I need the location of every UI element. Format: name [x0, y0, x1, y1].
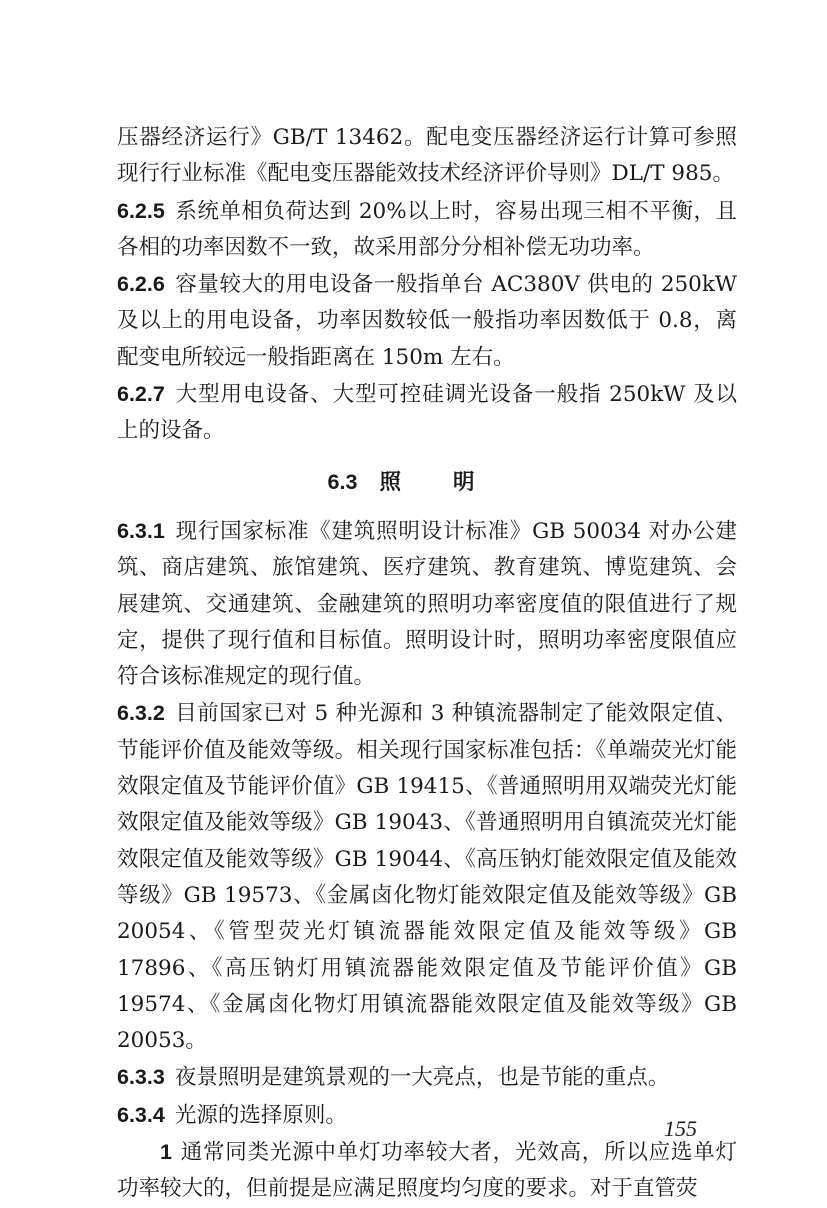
item-number: 1	[160, 1140, 172, 1165]
clause-number: 6.2.5	[117, 198, 165, 223]
paragraph-text: 容量较大的用电设备一般指单台 AC380V 供电的 250kW及以上的用电设备，功率因数较低一般指功率因数低于 0.8，离配变电所较远一般指距离在 150m 左右。	[117, 272, 737, 370]
clause-number: 6.2.6	[117, 272, 165, 297]
paragraph-6-3-2	[117, 695, 737, 1059]
paragraph-6-3-1	[117, 513, 737, 695]
section-title: 照明	[379, 469, 527, 495]
clause-number: 6.3.4	[117, 1102, 165, 1127]
paragraph-6-3-4	[117, 1097, 737, 1134]
paragraph-text: 压器经济运行》GB/T 13462。配电变压器经济运行计算可参照现行行业标准《配电变压器能效技术经济评价导则》DL/T 985。	[117, 125, 737, 187]
paragraph-text: 光源的选择原则。	[174, 1102, 347, 1128]
paragraph-text: 夜景照明是建筑景观的一大亮点，也是节能的重点。	[174, 1065, 670, 1091]
paragraph-6-3-3	[117, 1059, 737, 1096]
paragraph-6-2-6	[117, 266, 737, 376]
section-number: 6.3	[327, 469, 358, 494]
paragraph-text: 大型用电设备、大型可控硅调光设备一般指 250kW 及以上的设备。	[117, 382, 737, 444]
item-text: 通常同类光源中单灯功率较大者，光效高，所以应选单灯功率较大的，但前提是应满足照度均匀度的要求。对于直管荧	[117, 1140, 737, 1202]
paragraph-text: 系统单相负荷达到 20%以上时，容易出现三相不平衡，且各相的功率因数不一致，故采用部分分相补偿无功功率。	[117, 198, 737, 260]
paragraph-6-2-7	[117, 376, 737, 450]
paragraph-text: 现行国家标准《建筑照明设计标准》GB 50034 对办公建筑、商店建筑、旅馆建筑、医疗建筑、教育建筑、博览建筑、会展建筑、交通建筑、金融建筑的照明功率密度值的限值进行了规定，提供了现行值和目标值。照明设计时，照明功率密度限值应符合该标准规定的现行值。	[117, 518, 737, 690]
clause-number: 6.3.1	[117, 518, 165, 543]
section-heading	[117, 464, 737, 501]
clause-number: 6.3.2	[117, 701, 165, 726]
page-number: 155	[664, 1116, 697, 1141]
list-item-1	[117, 1134, 737, 1208]
paragraph-6-2-5	[117, 193, 737, 267]
clause-number: 6.3.3	[117, 1065, 165, 1090]
paragraph-continuation	[117, 120, 737, 193]
body-text	[117, 120, 737, 1208]
clause-number: 6.2.7	[117, 382, 165, 407]
paragraph-text: 目前国家已对 5 种光源和 3 种镇流器制定了能效限定值、节能评价值及能效等级。相关现行国家标准包括：《单端荧光灯能效限定值及节能评价值》GB 19415、《普通照明用双端荧光灯能效限定值及能效等级》GB 19043、《普通照明用自镇流荧光灯能效限定值及能效等级》GB 19044、《高压钠灯能效限定值及能效等级》GB 19573、《金属卤化物灯能效限定值及能效等级》GB 20054、《管型荧光灯镇流器能效限定值及能效等级》GB 17896、《高压钠灯用镇流器能效限定值及节能评价值》GB 19574、《金属卤化物灯用镇流器能效限定值及能效等级》GB 20053。	[117, 701, 737, 1054]
